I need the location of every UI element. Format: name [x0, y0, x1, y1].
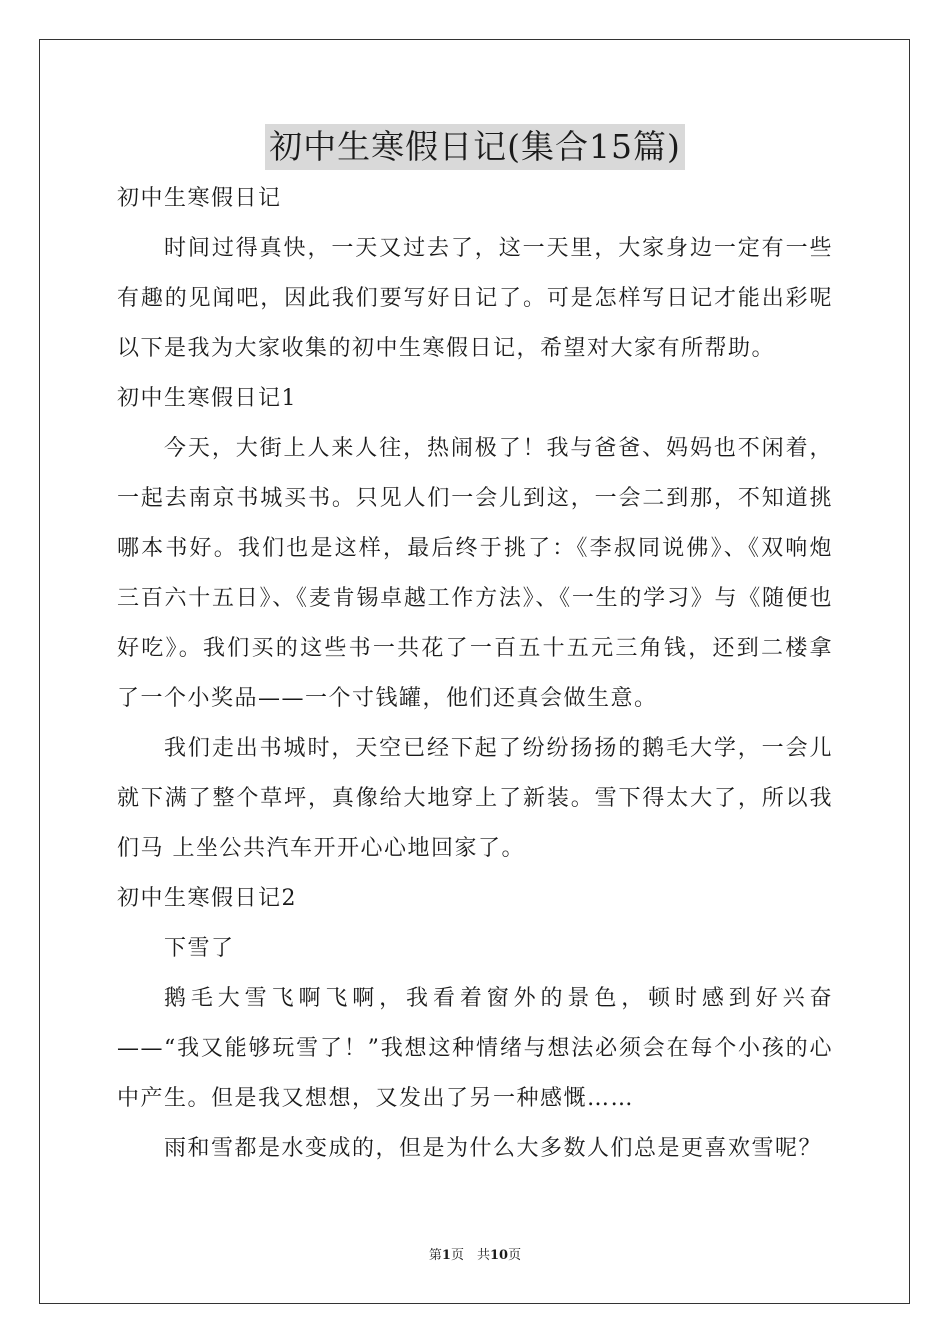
paragraph: 下雪了 — [164, 936, 235, 961]
paragraph: 我们走出书城时，天空已经下起了纷纷扬扬的鹅毛大学，一会儿就下满了整个草坪，真像给大地穿上了新装。雪下得太大了，所以我们马 上坐公共汽车开开心心地回家了。 — [117, 736, 833, 861]
document-body — [117, 174, 833, 1174]
footer-suffix: 页 — [508, 1248, 522, 1263]
footer-current-page: 1 — [441, 1248, 451, 1263]
title-container — [0, 124, 950, 170]
paragraph: 时间过得真快，一天又过去了，这一天里，大家身边一定有一些有趣的见闻吧，因此我们要写好日记了。可是怎样写日记才能出彩呢以下是我为大家收集的初中生寒假日记，希望对大家有所帮助。 — [117, 236, 833, 361]
footer-total-pages: 10 — [489, 1248, 509, 1263]
paragraph: 鹅毛大雪飞啊飞啊，我看着窗外的景色，顿时感到好兴奋——“我又能够玩雪了！”我想这种情绪与想法必须会在每个小孩的心中产生。但是我又想想，又发出了另一种感慨…… — [117, 986, 833, 1111]
footer-middle: 页 共 — [450, 1248, 490, 1263]
section-heading: 初中生寒假日记 — [117, 186, 282, 211]
paragraph: 雨和雪都是水变成的，但是为什么大多数人们总是更喜欢雪呢？ — [164, 1136, 823, 1161]
document-title: 初中生寒假日记(集合15篇) — [265, 124, 685, 170]
section-heading: 初中生寒假日记1 — [117, 386, 297, 411]
section-heading: 初中生寒假日记2 — [117, 886, 297, 911]
footer-prefix: 第 — [428, 1248, 442, 1263]
page-footer — [0, 1247, 950, 1265]
paragraph: 今天，大街上人来人往，热闹极了！我与爸爸、妈妈也不闲着，一起去南京书城买书。只见人们一会儿到这，一会二到那，不知道挑哪本书好。我们也是这样，最后终于挑了：《李叔同说佛》、《双响炮三百六十五日》、《麦肯锡卓越工作方法》、《一生的学习》与《随便也好吃》。我们买的这些书一共花了一百五十五元三角钱，还到二楼拿了一个小奖品——一个寸钱罐，他们还真会做生意。 — [117, 436, 833, 711]
